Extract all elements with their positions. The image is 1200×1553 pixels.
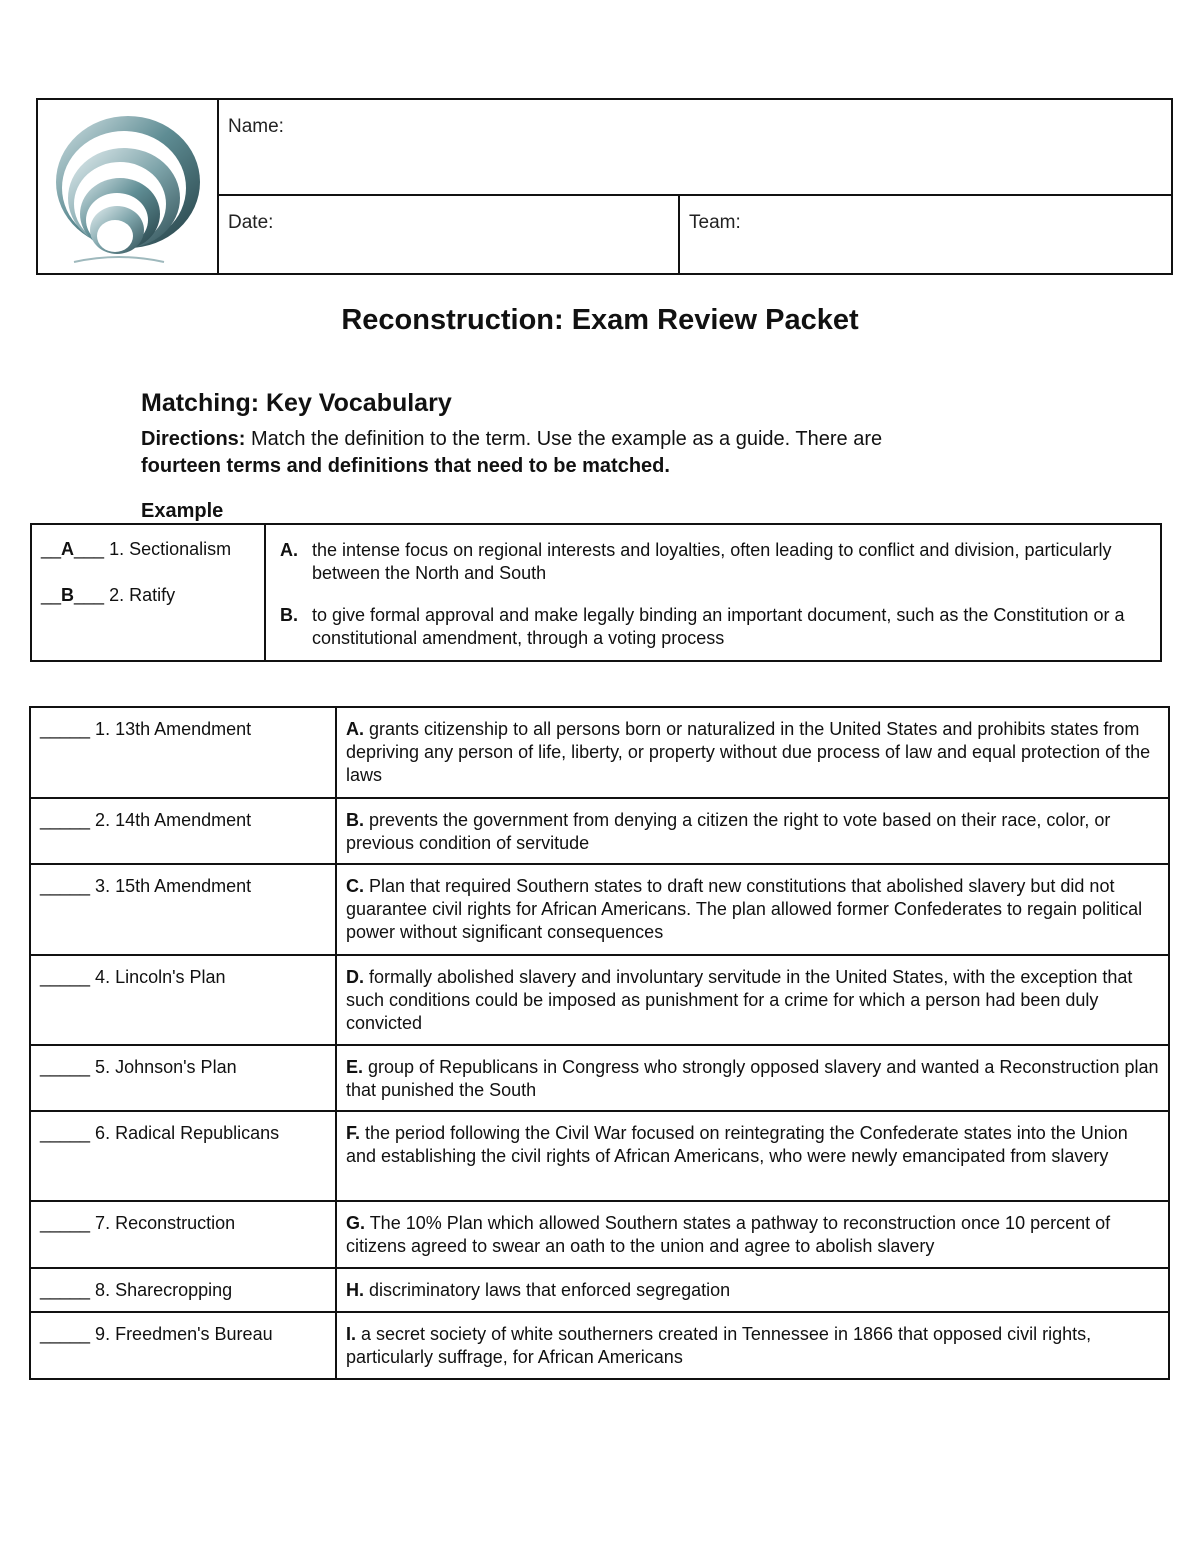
directions [141,426,1081,480]
team-label: Team: [689,212,741,233]
definition-cell: H. discriminatory laws that enforced segregation [336,1268,1169,1312]
logo-cell [38,100,219,273]
directions-label: Directions: [141,428,246,450]
definition-cell: B. prevents the government from denying a citizen the right to vote based on their race, color, or previous condition of servitude [336,798,1169,864]
table-row [30,1201,1169,1268]
table-row [30,1312,1169,1379]
name-label: Name: [228,116,284,137]
team-field[interactable] [680,196,1171,273]
page-title: Reconstruction: Exam Review Packet [341,304,859,336]
definition-cell: G. The 10% Plan which allowed Southern states a pathway to reconstruction once 10 percent of citizens agreed to swear an oath to the union and agree to abolish slavery [336,1201,1169,1268]
definition-cell: C. Plan that required Southern states to draft new constitutions that abolished slavery but did not guarantee civil rights for African Americans. The plan allowed former Confederates to regain political power without significant consequences [336,864,1169,955]
definition-cell: I. a secret society of white southerners created in Tennessee in 1866 that opposed civil rights, particularly suffrage, for African Americans [336,1312,1169,1379]
definition-cell: E. group of Republicans in Congress who strongly opposed slavery and wanted a Reconstruction plan that punished the South [336,1045,1169,1111]
term-cell[interactable]: _____ 5. Johnson's Plan [30,1045,336,1111]
table-row [30,1045,1169,1111]
term-cell[interactable]: _____ 7. Reconstruction [30,1201,336,1268]
definition-cell: D. formally abolished slavery and involuntary servitude in the United States, with the exception that such conditions could be imposed as punishment for a crime for which a person had been duly convicted [336,955,1169,1045]
term-cell[interactable]: _____ 8. Sharecropping [30,1268,336,1312]
date-field[interactable] [219,196,680,273]
term-cell[interactable]: _____ 2. 14th Amendment [30,798,336,864]
example-term-1: __A___ 1. Sectionalism [41,539,232,559]
definition-cell: F. the period following the Civil War focused on reintegrating the Confederate states into the Union and establishing the civil rights of African Americans, who were newly emancipated from slavery [336,1111,1169,1201]
directions-bold-text: fourteen terms and definitions that need to be matched. [141,455,670,477]
table-row [30,864,1169,955]
term-cell[interactable]: _____ 1. 13th Amendment [30,707,336,798]
section-title: Matching: Key Vocabulary [141,389,452,417]
term-cell[interactable]: _____ 6. Radical Republicans [30,1111,336,1201]
example-definition-a: A. the intense focus on regional interests and loyalties, often leading to conflict and division, particularly between the North and South [280,540,1112,583]
term-cell[interactable]: _____ 9. Freedmen's Bureau [30,1312,336,1379]
directions-text: Match the definition to the term. Use the example as a guide. There are [245,428,883,450]
name-field[interactable] [219,100,1171,196]
definition-cell: A. grants citizenship to all persons born or naturalized in the United States and prohibits states from depriving any person of life, liberty, or property without due process of law and equal protection of the laws [336,707,1169,798]
example-term-2: __B___ 2. Ratify [41,585,176,605]
example-box [30,523,1162,662]
date-label: Date: [228,212,274,233]
term-cell[interactable]: _____ 3. 15th Amendment [30,864,336,955]
table-row [30,1268,1169,1312]
example-heading: Example [141,500,224,522]
example-definition-b: B. to give formal approval and make legally binding an important document, such as the Constitution or a constitutional amendment, through a voting process [280,605,1125,648]
matching-table [29,706,1170,1380]
term-cell[interactable]: _____ 4. Lincoln's Plan [30,955,336,1045]
concentric-rings-logo-icon [44,102,214,272]
example-answer-1: A [61,539,75,559]
example-answer-2: B [61,585,75,605]
table-row [30,707,1169,798]
table-row [30,955,1169,1045]
header-info-table [36,98,1173,275]
table-row [30,1111,1169,1201]
table-row [30,798,1169,864]
